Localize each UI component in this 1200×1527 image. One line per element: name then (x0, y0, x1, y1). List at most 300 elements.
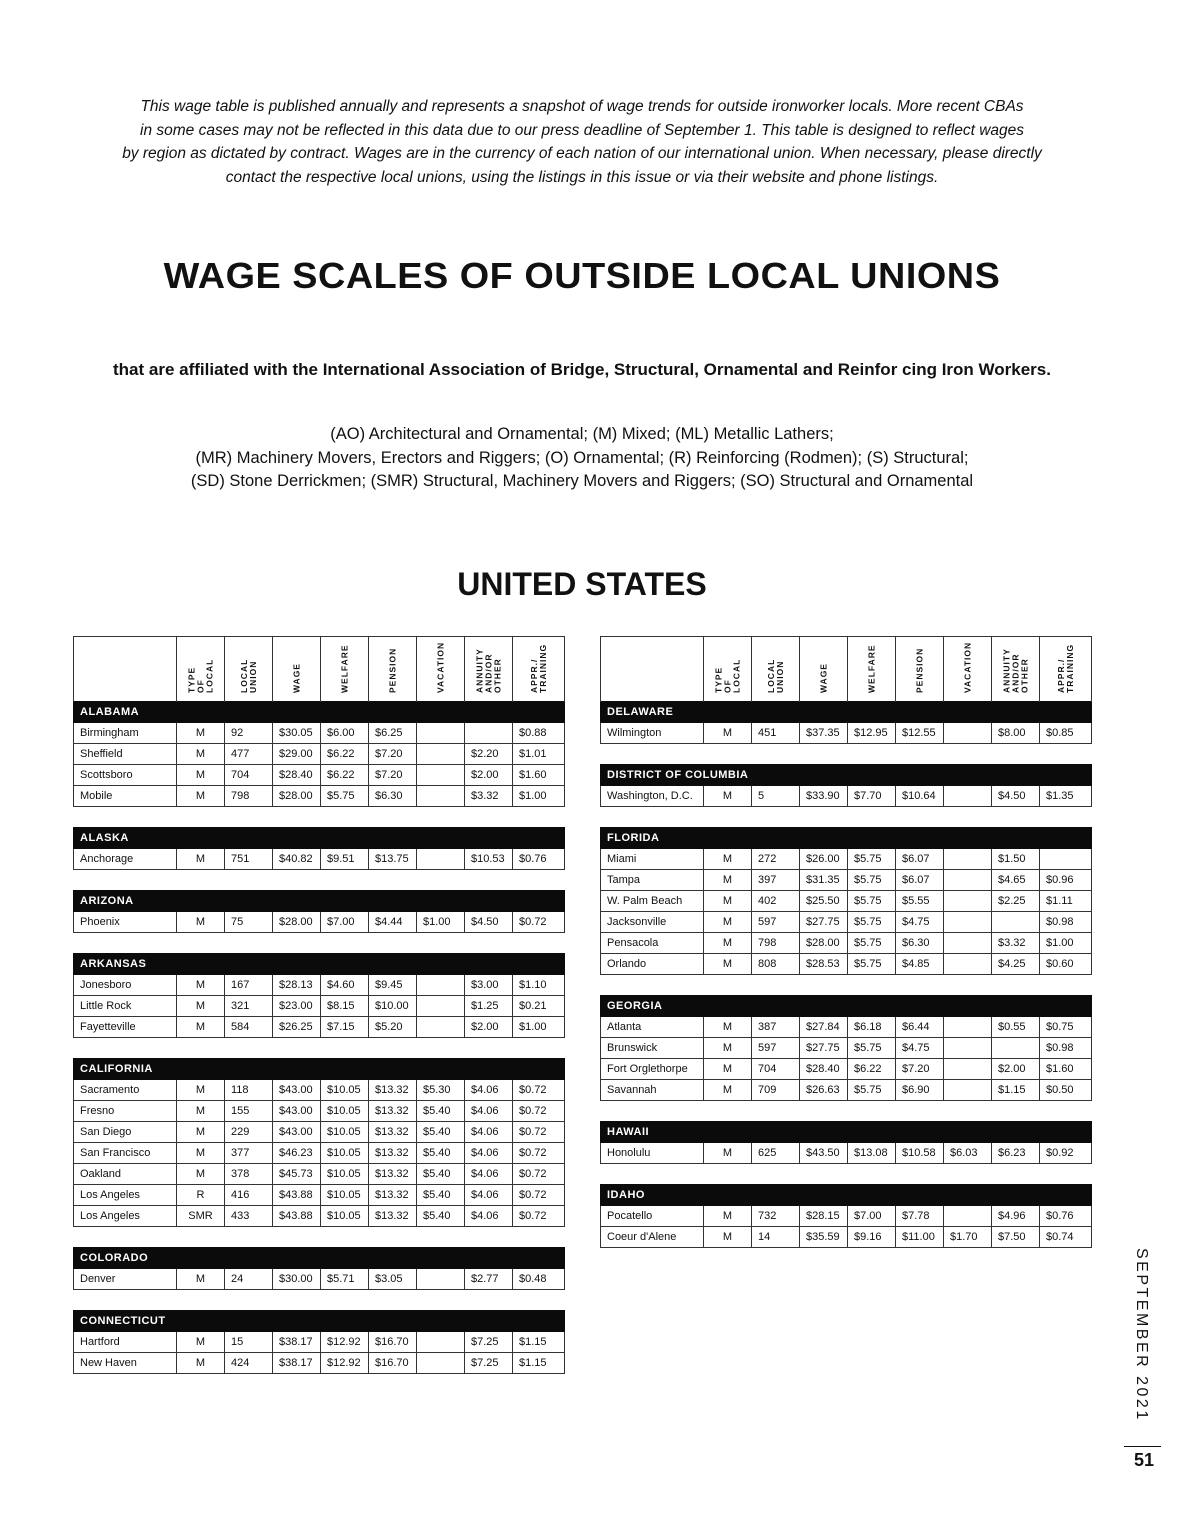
value-cell: M (704, 1017, 752, 1038)
value-cell: $1.15 (992, 1080, 1040, 1101)
value-cell: 378 (225, 1164, 273, 1185)
value-cell: $43.00 (273, 1101, 321, 1122)
value-cell: $6.23 (992, 1143, 1040, 1164)
value-cell: $28.00 (273, 912, 321, 933)
city-cell: Miami (601, 849, 704, 870)
value-cell: M (177, 1017, 225, 1038)
value-cell: $27.75 (800, 912, 848, 933)
value-cell: 167 (225, 975, 273, 996)
value-cell (417, 1269, 465, 1290)
value-cell: $3.32 (992, 933, 1040, 954)
value-cell: $1.00 (513, 1017, 565, 1038)
section-spacer (601, 1101, 1092, 1122)
value-cell: $12.95 (848, 723, 896, 744)
value-cell: M (704, 954, 752, 975)
section-spacer (601, 975, 1092, 996)
table-row (74, 1269, 565, 1290)
value-cell: $7.20 (369, 765, 417, 786)
table-row (601, 1059, 1092, 1080)
table-row (74, 1080, 565, 1101)
state-header-row (74, 891, 565, 912)
state-header-row (74, 828, 565, 849)
table-row (74, 1122, 565, 1143)
value-cell: $0.72 (513, 1164, 565, 1185)
footer-divider (1124, 1446, 1161, 1447)
state-header-row (601, 996, 1092, 1017)
value-cell: $6.00 (321, 723, 369, 744)
value-cell: $6.30 (369, 786, 417, 807)
value-cell: $5.75 (848, 1080, 896, 1101)
value-cell: $6.07 (896, 849, 944, 870)
value-cell: $1.00 (417, 912, 465, 933)
value-cell: $23.00 (273, 996, 321, 1017)
value-cell: 477 (225, 744, 273, 765)
value-cell (944, 933, 992, 954)
city-cell: Los Angeles (74, 1185, 177, 1206)
city-cell: New Haven (74, 1353, 177, 1374)
value-cell (944, 1059, 992, 1080)
value-cell: $12.92 (321, 1353, 369, 1374)
value-cell: $4.06 (465, 1101, 513, 1122)
value-cell: $43.00 (273, 1080, 321, 1101)
value-cell: 751 (225, 849, 273, 870)
value-cell: M (177, 1353, 225, 1374)
table-row (74, 975, 565, 996)
value-cell: $0.72 (513, 1122, 565, 1143)
column-header (1040, 637, 1092, 702)
value-cell: $9.45 (369, 975, 417, 996)
value-cell: $3.00 (465, 975, 513, 996)
city-cell: Atlanta (601, 1017, 704, 1038)
value-cell (417, 765, 465, 786)
value-cell: $5.40 (417, 1164, 465, 1185)
state-header-row (601, 765, 1092, 786)
value-cell: $27.84 (800, 1017, 848, 1038)
value-cell: $5.71 (321, 1269, 369, 1290)
value-cell: $4.06 (465, 1143, 513, 1164)
column-header-label: APPR./ TRAINING (528, 643, 548, 693)
table-row (601, 891, 1092, 912)
city-cell: Washington, D.C. (601, 786, 704, 807)
value-cell: $37.35 (800, 723, 848, 744)
table-row (74, 765, 565, 786)
column-header-label: WAGE (818, 663, 828, 693)
value-cell: $5.55 (896, 891, 944, 912)
column-header-label: PENSION (387, 647, 397, 693)
table-row (74, 1143, 565, 1164)
value-cell (944, 1080, 992, 1101)
value-cell: M (177, 975, 225, 996)
state-header-row (601, 1185, 1092, 1206)
value-cell: 416 (225, 1185, 273, 1206)
value-cell (944, 891, 992, 912)
value-cell: $0.88 (513, 723, 565, 744)
table-row (74, 1353, 565, 1374)
city-cell: Sheffield (74, 744, 177, 765)
intro-line: contact the respective local unions, using the listings in this issue or via their website and phone listings. (225, 168, 939, 186)
wage-table-left (73, 636, 565, 1374)
value-cell: $13.75 (369, 849, 417, 870)
column-header-label: WAGE (291, 663, 301, 693)
value-cell: M (704, 1038, 752, 1059)
column-header (273, 637, 321, 702)
value-cell: 155 (225, 1101, 273, 1122)
value-cell: $6.07 (896, 870, 944, 891)
value-cell: M (704, 1080, 752, 1101)
value-cell: $13.32 (369, 1164, 417, 1185)
value-cell: 92 (225, 723, 273, 744)
column-header-label: ANNUITY AND/OR OTHER (474, 648, 502, 693)
value-cell (417, 975, 465, 996)
value-cell: R (177, 1185, 225, 1206)
value-cell: M (704, 786, 752, 807)
value-cell: M (177, 1101, 225, 1122)
value-cell: $1.15 (513, 1332, 565, 1353)
value-cell: M (177, 786, 225, 807)
value-cell: $5.75 (848, 912, 896, 933)
value-cell: $4.06 (465, 1164, 513, 1185)
table-row (601, 1080, 1092, 1101)
value-cell: $0.72 (513, 1143, 565, 1164)
value-cell: $10.05 (321, 1185, 369, 1206)
value-cell: 15 (225, 1332, 273, 1353)
city-cell: Savannah (601, 1080, 704, 1101)
value-cell: $28.15 (800, 1206, 848, 1227)
table-row (601, 849, 1092, 870)
value-cell: 433 (225, 1206, 273, 1227)
city-cell: W. Palm Beach (601, 891, 704, 912)
column-header (513, 637, 565, 702)
value-cell: 321 (225, 996, 273, 1017)
value-cell: $7.15 (321, 1017, 369, 1038)
value-cell: $28.53 (800, 954, 848, 975)
value-cell: $6.03 (944, 1143, 992, 1164)
section-spacer (74, 1038, 565, 1059)
value-cell: $4.50 (465, 912, 513, 933)
value-cell (417, 849, 465, 870)
value-cell: M (704, 849, 752, 870)
column-header-label: ANNUITY AND/OR OTHER (1001, 648, 1029, 693)
value-cell: 118 (225, 1080, 273, 1101)
column-header-label: VACATION (962, 641, 972, 693)
value-cell: $0.76 (1040, 1206, 1092, 1227)
value-cell: $0.98 (1040, 1038, 1092, 1059)
value-cell: $6.25 (369, 723, 417, 744)
column-header (225, 637, 273, 702)
value-cell: $10.05 (321, 1143, 369, 1164)
value-cell: M (704, 933, 752, 954)
value-cell (417, 1332, 465, 1353)
value-cell: $16.70 (369, 1353, 417, 1374)
value-cell: $10.64 (896, 786, 944, 807)
value-cell: M (704, 1206, 752, 1227)
column-header (800, 637, 848, 702)
value-cell: $43.50 (800, 1143, 848, 1164)
city-cell: Fayetteville (74, 1017, 177, 1038)
value-cell: $28.40 (273, 765, 321, 786)
column-header-label: TYPE OF LOCAL (713, 658, 741, 693)
value-cell: $4.06 (465, 1080, 513, 1101)
value-cell: $10.58 (896, 1143, 944, 1164)
value-cell: $1.60 (1040, 1059, 1092, 1080)
value-cell: $5.75 (848, 891, 896, 912)
table-row (601, 1227, 1092, 1248)
value-cell: $3.32 (465, 786, 513, 807)
city-cell: Jonesboro (74, 975, 177, 996)
value-cell: 75 (225, 912, 273, 933)
value-cell: $9.51 (321, 849, 369, 870)
page-title: WAGE SCALES OF OUTSIDE LOCAL UNIONS (163, 255, 1001, 296)
value-cell (944, 1038, 992, 1059)
table-row (601, 1017, 1092, 1038)
value-cell: $4.75 (896, 1038, 944, 1059)
value-cell: $0.85 (1040, 723, 1092, 744)
value-cell: $13.32 (369, 1080, 417, 1101)
table-row (74, 723, 565, 744)
value-cell: $7.25 (465, 1332, 513, 1353)
section-spacer (74, 933, 565, 954)
value-cell (992, 1038, 1040, 1059)
value-cell: $35.59 (800, 1227, 848, 1248)
value-cell: $43.00 (273, 1122, 321, 1143)
table-row (74, 849, 565, 870)
value-cell: $6.30 (896, 933, 944, 954)
column-header-label: TYPE OF LOCAL (186, 658, 214, 693)
value-cell: M (177, 996, 225, 1017)
value-cell: $5.40 (417, 1143, 465, 1164)
city-cell: Fort Orglethorpe (601, 1059, 704, 1080)
column-header (321, 637, 369, 702)
value-cell: $5.75 (848, 870, 896, 891)
value-cell: $0.76 (513, 849, 565, 870)
state-name: ARIZONA (74, 891, 565, 912)
city-cell: Mobile (74, 786, 177, 807)
value-cell: M (704, 1143, 752, 1164)
city-cell: Oakland (74, 1164, 177, 1185)
value-cell: $4.50 (992, 786, 1040, 807)
value-cell: $0.72 (513, 1206, 565, 1227)
table-row (601, 786, 1092, 807)
value-cell: $26.25 (273, 1017, 321, 1038)
value-cell: $13.08 (848, 1143, 896, 1164)
legend-line: (AO) Architectural and Ornamental; (M) Mixed; (ML) Metallic Lathers; (330, 425, 834, 443)
city-cell: Honolulu (601, 1143, 704, 1164)
value-cell: 732 (752, 1206, 800, 1227)
value-cell: $29.00 (273, 744, 321, 765)
value-cell: 704 (225, 765, 273, 786)
table-row (601, 1206, 1092, 1227)
value-cell: 625 (752, 1143, 800, 1164)
table-row (601, 933, 1092, 954)
value-cell: M (177, 1122, 225, 1143)
value-cell: $0.75 (1040, 1017, 1092, 1038)
value-cell: $6.22 (321, 765, 369, 786)
value-cell: $4.65 (992, 870, 1040, 891)
state-header-row (601, 1122, 1092, 1143)
table-row (74, 1017, 565, 1038)
value-cell: $1.10 (513, 975, 565, 996)
state-header-row (74, 1059, 565, 1080)
state-header-row (74, 1311, 565, 1332)
value-cell: $7.20 (896, 1059, 944, 1080)
wage-table-right (600, 636, 1092, 1248)
value-cell: $10.05 (321, 1206, 369, 1227)
table-row (601, 1038, 1092, 1059)
section-spacer (74, 807, 565, 828)
value-cell: 597 (752, 912, 800, 933)
value-cell: 424 (225, 1353, 273, 1374)
value-cell: $1.70 (944, 1227, 992, 1248)
table-row (601, 912, 1092, 933)
city-cell: Hartford (74, 1332, 177, 1353)
value-cell: $0.74 (1040, 1227, 1092, 1248)
state-name: ALABAMA (74, 702, 565, 723)
value-cell: $30.05 (273, 723, 321, 744)
intro-line: This wage table is published annually and represents a snapshot of wage trends for outside ironworker locals. More recent CBAs (140, 98, 1024, 115)
value-cell: $10.05 (321, 1164, 369, 1185)
value-cell: $5.75 (848, 1038, 896, 1059)
value-cell: $25.50 (800, 891, 848, 912)
value-cell: 451 (752, 723, 800, 744)
value-cell (944, 912, 992, 933)
column-header-label: WELFARE (866, 644, 876, 693)
value-cell: $5.40 (417, 1122, 465, 1143)
value-cell: $1.01 (513, 744, 565, 765)
state-name: HAWAII (601, 1122, 1092, 1143)
value-cell: 704 (752, 1059, 800, 1080)
value-cell: $2.20 (465, 744, 513, 765)
city-cell: Phoenix (74, 912, 177, 933)
legend-line: (SD) Stone Derrickmen; (SMR) Structural, Machinery Movers and Riggers; (SO) Structural and Ornamental (190, 472, 974, 490)
value-cell: $4.75 (896, 912, 944, 933)
table-row (74, 1332, 565, 1353)
value-cell: 808 (752, 954, 800, 975)
table-row (601, 723, 1092, 744)
value-cell: $5.75 (848, 933, 896, 954)
value-cell: $10.05 (321, 1101, 369, 1122)
value-cell: M (704, 723, 752, 744)
value-cell: $13.32 (369, 1143, 417, 1164)
table-row (74, 744, 565, 765)
column-header-label: LOCAL UNION (765, 658, 785, 693)
value-cell: $7.20 (369, 744, 417, 765)
city-cell: Fresno (74, 1101, 177, 1122)
value-cell: $10.00 (369, 996, 417, 1017)
value-cell: $31.35 (800, 870, 848, 891)
state-name: DELAWARE (601, 702, 1092, 723)
value-cell: 387 (752, 1017, 800, 1038)
state-header-row (74, 954, 565, 975)
value-cell: $4.06 (465, 1122, 513, 1143)
value-cell: $8.15 (321, 996, 369, 1017)
value-cell: $7.78 (896, 1206, 944, 1227)
value-cell: $4.44 (369, 912, 417, 933)
value-cell: $3.05 (369, 1269, 417, 1290)
city-cell: Sacramento (74, 1080, 177, 1101)
value-cell: $0.60 (1040, 954, 1092, 975)
column-header-label: WELFARE (339, 644, 349, 693)
city-cell: Scottsboro (74, 765, 177, 786)
column-header (752, 637, 800, 702)
state-header-row (601, 702, 1092, 723)
value-cell: $2.25 (992, 891, 1040, 912)
value-cell: $13.32 (369, 1206, 417, 1227)
issue-month (1128, 1248, 1158, 1438)
value-cell: $6.44 (896, 1017, 944, 1038)
value-cell: $0.55 (992, 1017, 1040, 1038)
state-name: ALASKA (74, 828, 565, 849)
value-cell: 798 (225, 786, 273, 807)
table-row (74, 1185, 565, 1206)
state-name: FLORIDA (601, 828, 1092, 849)
value-cell: $9.16 (848, 1227, 896, 1248)
value-cell (417, 1017, 465, 1038)
value-cell: 377 (225, 1143, 273, 1164)
city-cell: Jacksonville (601, 912, 704, 933)
state-header-row (601, 828, 1092, 849)
value-cell: $40.82 (273, 849, 321, 870)
value-cell: $11.00 (896, 1227, 944, 1248)
value-cell: 402 (752, 891, 800, 912)
value-cell: $8.00 (992, 723, 1040, 744)
value-cell: M (177, 1080, 225, 1101)
page-subtitle: that are affiliated with the International Association of Bridge, Structural, Ornamental and Reinfor cing Iron Workers. (113, 360, 1051, 379)
value-cell: SMR (177, 1206, 225, 1227)
country-heading: UNITED STATES (457, 566, 707, 602)
value-cell: $7.00 (848, 1206, 896, 1227)
value-cell: $1.00 (1040, 933, 1092, 954)
value-cell: $10.05 (321, 1080, 369, 1101)
value-cell: M (177, 1164, 225, 1185)
value-cell: $1.35 (1040, 786, 1092, 807)
value-cell: $5.20 (369, 1017, 417, 1038)
value-cell: $12.92 (321, 1332, 369, 1353)
value-cell: $5.75 (848, 954, 896, 975)
value-cell: $5.30 (417, 1080, 465, 1101)
value-cell (1040, 849, 1092, 870)
value-cell: $7.50 (992, 1227, 1040, 1248)
header-row (601, 637, 1092, 702)
value-cell: $0.98 (1040, 912, 1092, 933)
value-cell: 5 (752, 786, 800, 807)
value-cell: $6.22 (321, 744, 369, 765)
value-cell: M (177, 723, 225, 744)
column-header (896, 637, 944, 702)
column-header (848, 637, 896, 702)
value-cell: $43.88 (273, 1206, 321, 1227)
value-cell: $38.17 (273, 1353, 321, 1374)
column-header (704, 637, 752, 702)
value-cell: $1.50 (992, 849, 1040, 870)
value-cell: 709 (752, 1080, 800, 1101)
section-spacer (74, 1227, 565, 1248)
value-cell (944, 954, 992, 975)
value-cell: $6.18 (848, 1017, 896, 1038)
value-cell (417, 723, 465, 744)
city-cell: Pocatello (601, 1206, 704, 1227)
value-cell: M (177, 1269, 225, 1290)
state-header-row (74, 702, 565, 723)
value-cell: $1.60 (513, 765, 565, 786)
value-cell: $4.85 (896, 954, 944, 975)
city-cell: Orlando (601, 954, 704, 975)
value-cell: 14 (752, 1227, 800, 1248)
table-row (601, 954, 1092, 975)
state-name: CONNECTICUT (74, 1311, 565, 1332)
intro-paragraph (80, 95, 1084, 189)
value-cell (944, 870, 992, 891)
value-cell: $0.21 (513, 996, 565, 1017)
